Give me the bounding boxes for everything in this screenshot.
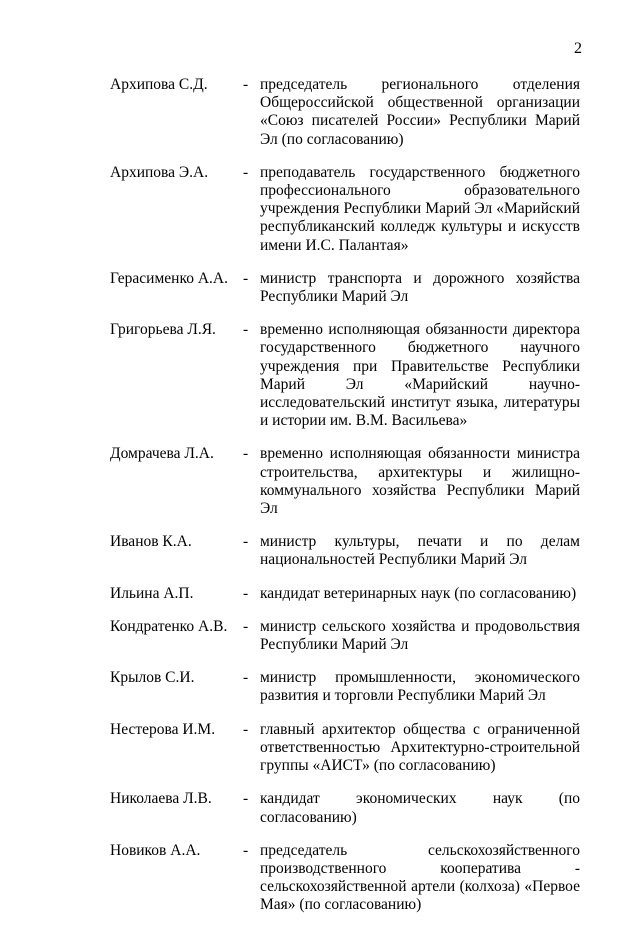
member-dash: - xyxy=(243,720,249,738)
member-dash: - xyxy=(243,841,249,859)
member-dash: - xyxy=(243,445,249,463)
member-name: Новиков А.А. xyxy=(110,841,201,859)
member-dash: - xyxy=(243,269,249,287)
member-name: Герасименко А.А. xyxy=(110,269,228,287)
member-row xyxy=(110,164,580,255)
member-name: Григорьева Л.Я. xyxy=(110,321,216,339)
member-dash: - xyxy=(243,163,249,181)
member-row xyxy=(110,721,580,776)
member-name: Нестерова И.М. xyxy=(110,720,216,738)
member-row xyxy=(110,618,580,654)
member-dash: - xyxy=(243,669,249,687)
member-description: министр культуры, печати и по делам национальностей Республики Марий Эл xyxy=(260,533,580,569)
member-description: министр транспорта и дорожного хозяйства Республики Марий Эл xyxy=(260,269,580,306)
member-row xyxy=(110,76,580,149)
member-name: Николаева Л.В. xyxy=(110,790,212,808)
member-description: временно исполняющая обязанности министра строительства, архитектуры и жилищно-коммунального хозяйства Республики Марий Эл xyxy=(260,445,580,518)
member-description: министр промышленности, экономического развития и торговли Республики Марий Эл xyxy=(260,669,580,705)
member-list xyxy=(110,76,580,930)
member-row xyxy=(110,585,580,603)
member-description: главный архитектор общества с ограниченной ответственностью Архитектурно-строительной группы «АИСТ» (по согласованию) xyxy=(260,720,580,775)
member-name: Домрачева Л.А. xyxy=(110,445,214,463)
member-name: Иванов К.А. xyxy=(110,533,192,551)
member-description: временно исполняющая обязанности директора государственного бюджетного научного учреждения при Правительстве Республики Марий Эл «Марийский научно-исследовательский институт языка, литературы и истории им. В.М. Васильева» xyxy=(260,321,580,430)
member-name: Ильина А.П. xyxy=(110,584,194,602)
member-description: кандидат ветеринарных наук (по согласованию) xyxy=(260,584,577,602)
member-dash: - xyxy=(243,76,249,93)
member-name: Архипова С.Д. xyxy=(110,76,208,93)
member-dash: - xyxy=(243,321,249,339)
member-name: Крылов С.И. xyxy=(110,669,195,687)
member-row xyxy=(110,445,580,518)
member-description: председатель регионального отделения Общероссийской общественной организации «Союз писателей России» Республики Марий Эл (по согласованию) xyxy=(260,76,580,148)
member-description: преподаватель государственного бюджетного профессионального образовательного учреждения Республики Марий Эл «Марийский республиканский колледж культуры и искусств имени И.С. Палантая» xyxy=(260,163,580,254)
member-name: Архипова Э.А. xyxy=(110,163,209,181)
member-description: председатель сельскохозяйственного производственного кооператива - сельскохозяйственной артели (колхоза) «Первое Мая» (по согласованию) xyxy=(260,841,580,914)
member-dash: - xyxy=(243,584,249,602)
member-row xyxy=(110,533,580,569)
member-dash: - xyxy=(243,790,249,808)
member-dash: - xyxy=(243,617,249,635)
member-description: кандидат экономических наук (по согласованию) xyxy=(260,790,580,826)
member-row xyxy=(110,669,580,705)
member-row xyxy=(110,321,580,430)
member-row xyxy=(110,842,580,915)
member-row xyxy=(110,270,580,306)
member-row xyxy=(110,790,580,826)
page-number: 2 xyxy=(574,40,582,57)
member-name: Кондратенко А.В. xyxy=(110,617,228,635)
member-description: министр сельского хозяйства и продовольствия Республики Марий Эл xyxy=(260,617,580,654)
member-dash: - xyxy=(243,533,249,551)
